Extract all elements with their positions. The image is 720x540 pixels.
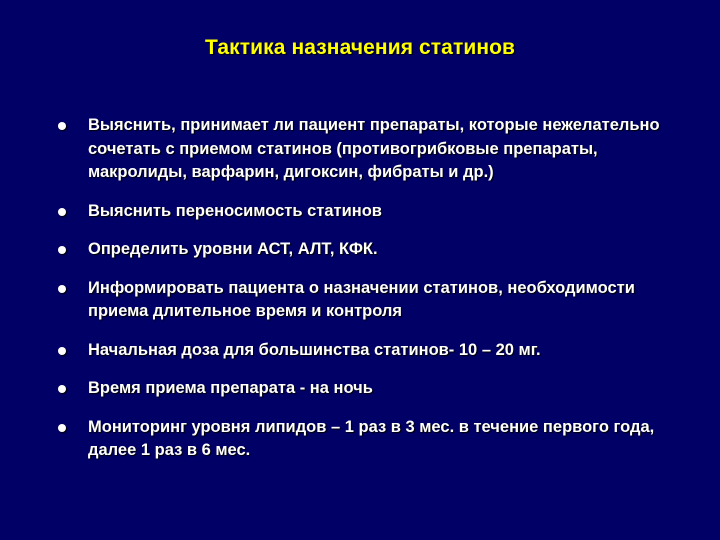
bullet-text: Выяснить, принимает ли пациент препараты, которые нежелательно сочетать с приемом статинов (противогрибковые препараты, макролиды, варфарин, дигоксин, фибраты и др.): [88, 116, 660, 181]
bullet-text: Информировать пациента о назначении статинов, необходимости приема длительное время и контроля: [88, 278, 635, 320]
bullet-dot-icon: [58, 208, 66, 216]
bullet-dot-icon: [58, 285, 66, 293]
bullet-dot-icon: [58, 122, 66, 130]
bullet-text: Мониторинг уровня липидов – 1 раз в 3 мес. в течение первого года, далее 1 раз в 6 мес.: [88, 417, 655, 459]
bullet-item: [56, 114, 686, 185]
bullet-item: [56, 416, 686, 463]
slide-title: Тактика назначения статинов: [204, 36, 516, 59]
bullet-text: Время приема препарата - на ночь: [88, 379, 373, 397]
bullet-item: [56, 377, 686, 401]
bullet-dot-icon: [58, 246, 66, 254]
bullet-item: [56, 200, 686, 224]
bullet-dot-icon: [58, 385, 66, 393]
bullet-item: [56, 277, 686, 324]
bullet-item: [56, 238, 686, 262]
bullet-text: Определить уровни АСТ, АЛТ, КФК.: [88, 240, 378, 258]
bullet-item: [56, 339, 686, 363]
bullet-list: [56, 114, 686, 478]
bullet-text: Выяснить переносимость статинов: [88, 201, 382, 220]
bullet-dot-icon: [58, 347, 66, 355]
bullet-dot-icon: [58, 424, 66, 432]
bullet-text: Начальная доза для большинства статинов- 10 – 20 мг.: [88, 340, 541, 359]
